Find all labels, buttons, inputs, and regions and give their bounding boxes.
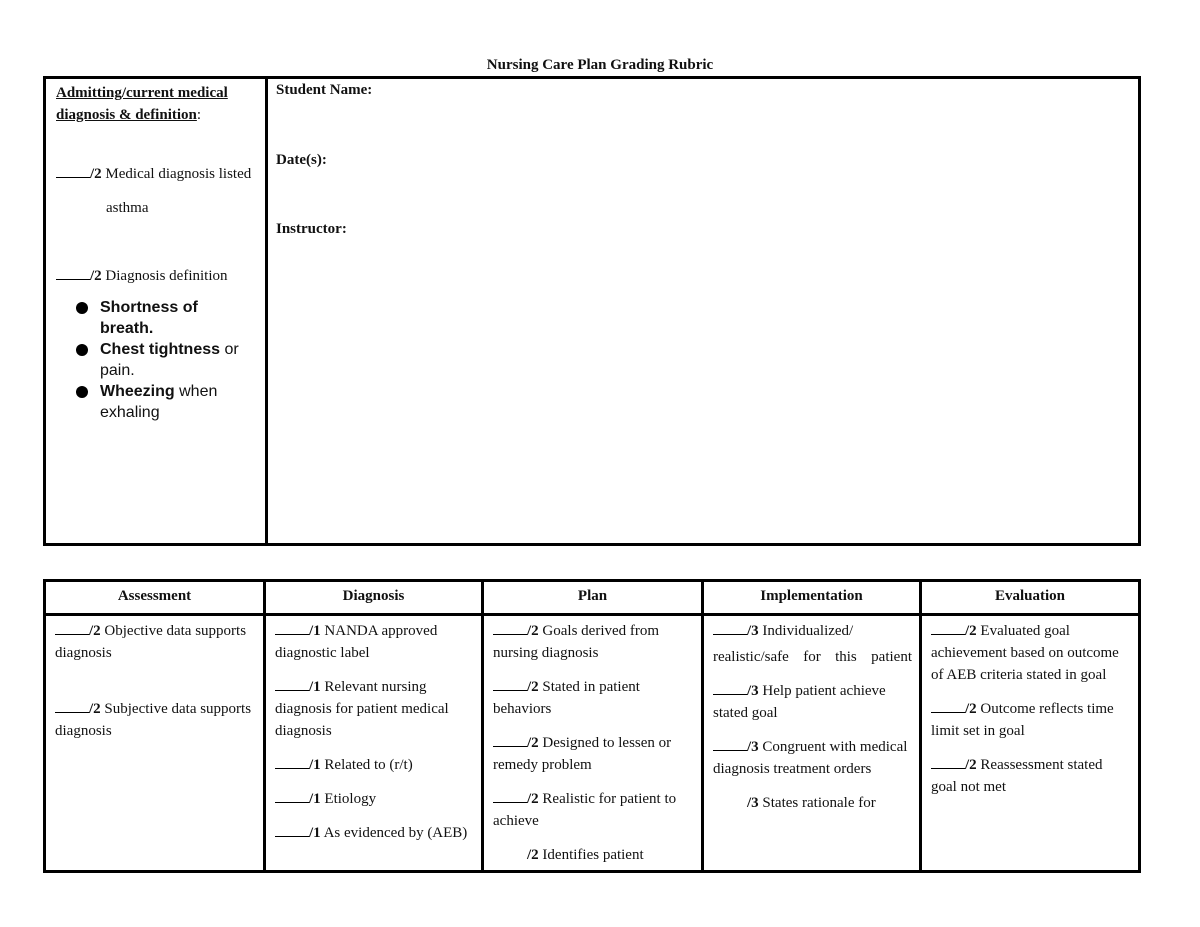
plan-cell [484,616,704,870]
score-blank[interactable] [275,790,309,803]
rubric-item: /1 Related to (r/t) [275,754,474,776]
dates-label: Date(s): [276,152,327,168]
instructor-label: Instructor: [276,221,347,237]
score-blank[interactable] [275,756,309,769]
score-blank[interactable] [493,622,527,635]
diagnosis-definition-item: /2 Diagnosis definition [56,265,255,287]
rubric-item: /3 Individualized/ [713,620,912,642]
definition-bullets [56,297,255,423]
score-blank[interactable] [56,165,90,178]
rubric-item: /3 Help patient achieve stated goal [713,683,886,721]
header-diagnosis: Diagnosis [266,582,484,613]
bullet-item: Wheezing when exhaling [56,381,255,423]
header-plan: Plan [484,582,704,613]
header-evaluation: Evaluation [994,588,1066,604]
rubric-item: /3 States rationale for [747,795,876,811]
rubric-item: /2 Designed to lessen or remedy problem [493,735,672,773]
rubric-item: /2 Subjective data supports diagnosis [55,701,252,739]
score-blank[interactable] [931,700,965,713]
student-name-label: Student Name: [276,82,373,98]
score-blank[interactable] [493,790,527,803]
rubric-item: /3 Congruent with medical diagnosis treatment orders [713,739,908,777]
header-table [43,76,1141,546]
rubric-item: /2 Reassessment stated goal not met [931,757,1103,795]
score-blank[interactable] [55,622,89,635]
implementation-cell [704,616,922,870]
rubric-item: /2 Evaluated goal achievement based on outcome of AEB criteria stated in goal [931,623,1119,683]
score-blank[interactable] [713,682,747,695]
score-blank[interactable] [493,678,527,691]
rubric-item: /2 Goals derived from nursing diagnosis [493,623,660,661]
rubric-header-row [46,582,1138,616]
rubric-item: /2 Outcome reflects time limit set in goal [931,701,1114,739]
bullet-icon [76,344,88,356]
score-blank[interactable] [56,267,90,280]
bullet-item: Chest tightness or pain. [56,339,255,381]
score-blank[interactable] [275,678,309,691]
assessment-cell [46,616,266,870]
student-info-cell [268,79,1138,543]
rubric-item: /2 Identifies patient [527,847,644,863]
score-blank[interactable] [713,738,747,751]
rubric-item: /2 Realistic for patient to achieve [493,791,677,829]
rubric-item: /1 Relevant nursing diagnosis for patient medical diagnosis [275,679,449,739]
rubric-body-row [46,616,1138,870]
rubric-item: /2 Stated in patient behaviors [493,679,640,717]
diagnosis-col-cell [266,616,484,870]
score-blank[interactable] [713,622,747,635]
rubric-item: /1 As evidenced by (AEB) [275,822,474,844]
score-blank[interactable] [275,622,309,635]
bullet-icon [76,386,88,398]
bullet-item: Shortness of breath. [56,297,255,339]
diagnosis-cell [46,79,268,543]
rubric-item: /2 Objective data supports diagnosis [55,623,247,661]
header-assessment: Assessment [46,582,266,613]
rubric-item: /1 Etiology [275,788,474,810]
score-blank[interactable] [493,734,527,747]
score-blank[interactable] [275,824,309,837]
bullet-icon [76,302,88,314]
score-blank[interactable] [931,622,965,635]
rubric-table [43,579,1141,873]
score-blank[interactable] [931,756,965,769]
evaluation-cell [922,616,1138,870]
rubric-item-continued: realistic/safe for this patient [713,649,912,665]
diagnosis-value: asthma [106,200,149,216]
rubric-item: /1 NANDA approved diagnostic label [275,623,438,661]
medical-diagnosis-item: /2 Medical diagnosis listed [56,163,255,185]
score-blank[interactable] [55,700,89,713]
diagnosis-heading: Admitting/current medical diagnosis & definition: [56,85,228,123]
header-implementation: Implementation [704,582,922,613]
page-title: Nursing Care Plan Grading Rubric [486,57,714,73]
